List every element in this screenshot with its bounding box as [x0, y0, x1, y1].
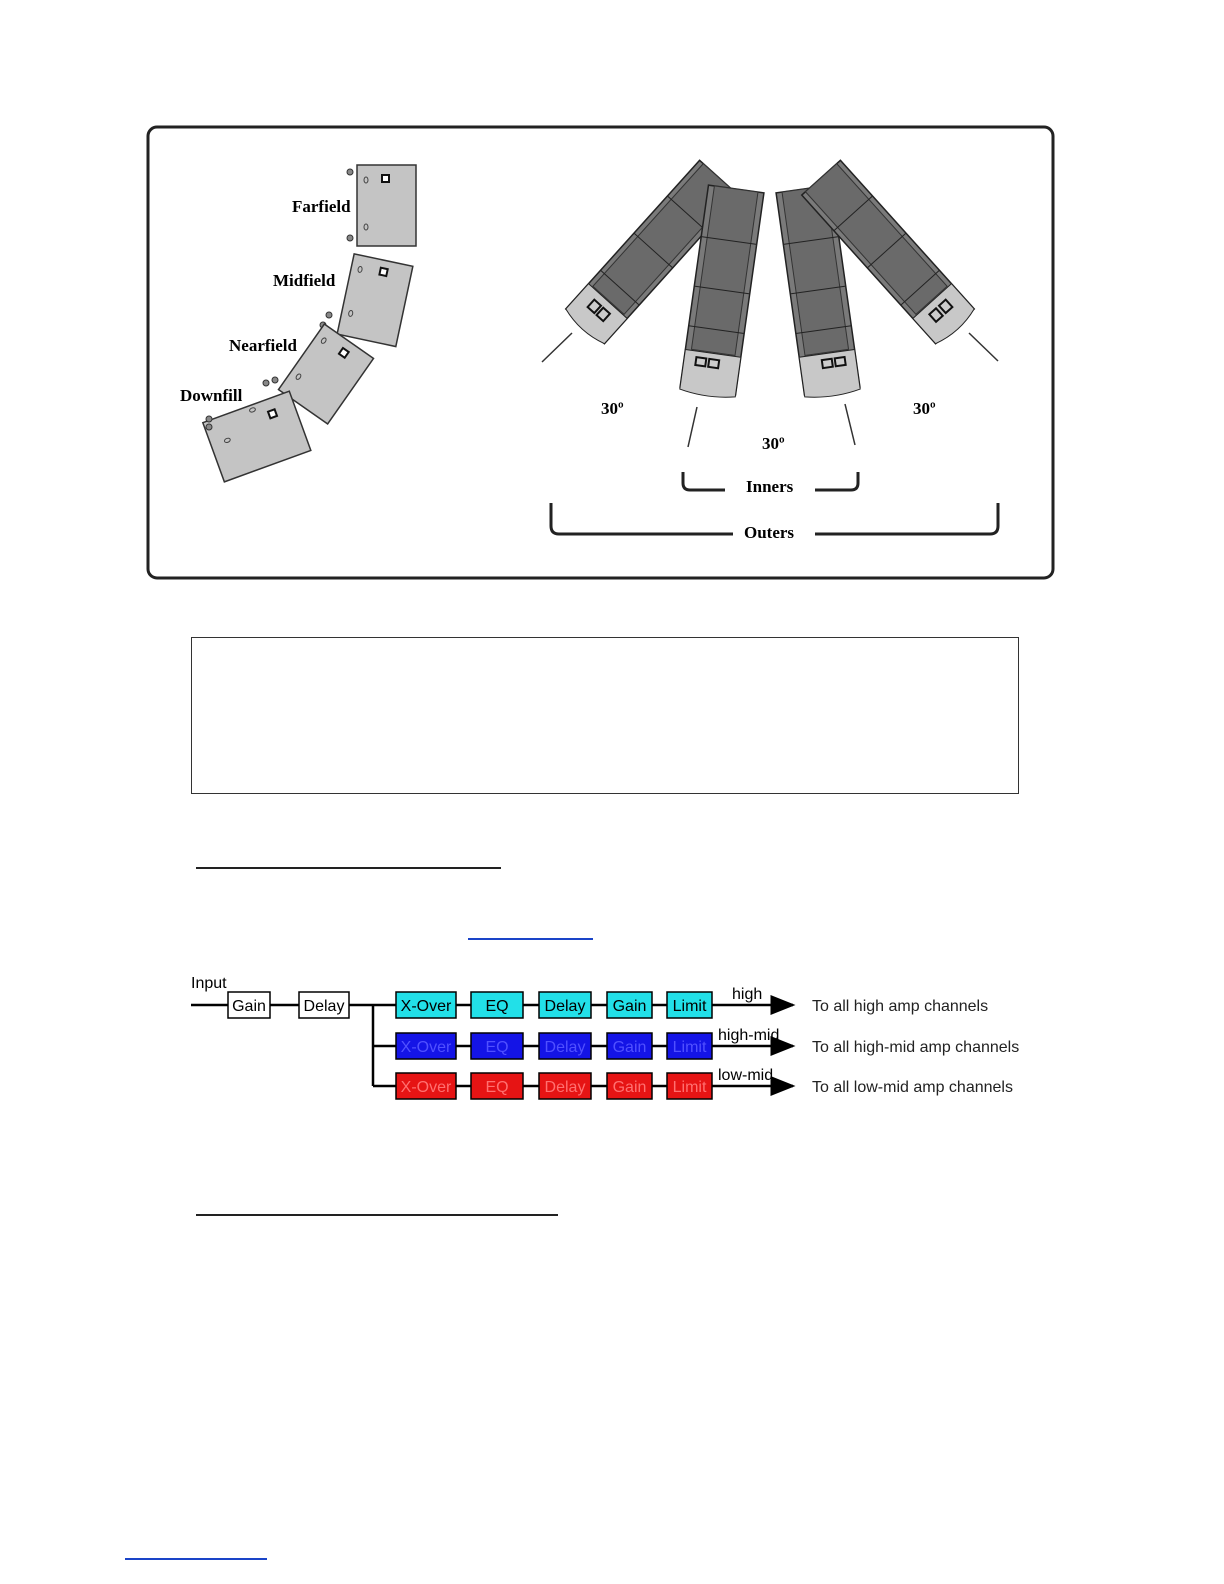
branch-2-block-label: EQ — [485, 1039, 509, 1056]
branch-2-block-label: Gain — [612, 1039, 647, 1056]
label-midfield: Midfield — [273, 271, 336, 290]
input-label: Input — [191, 975, 227, 992]
branch-2-block-label: Limit — [672, 1039, 707, 1056]
branch-1-destination-label: To all high amp channels — [812, 998, 989, 1015]
section-heading-rule-1 — [196, 867, 501, 869]
branch-3-band-label: low-mid — [718, 1067, 774, 1084]
branch-3-block-label: Delay — [544, 1079, 586, 1096]
branch-1-block-label: X-Over — [400, 998, 452, 1015]
branch-3-block-label: X-Over — [400, 1079, 452, 1096]
branch-2-block-label: X-Over — [400, 1039, 452, 1056]
branch-1-band-label: high — [732, 986, 763, 1003]
input-delay-label: Delay — [303, 998, 345, 1015]
cabinet-farfield — [347, 165, 416, 246]
branch-2-band-label: high-mid — [718, 1027, 780, 1044]
branch-1-block-label: EQ — [485, 998, 509, 1015]
empty-text-box — [191, 637, 1019, 794]
angle-label-center: 30º — [762, 434, 785, 453]
angle-label-right: 30º — [913, 399, 936, 418]
input-gain-label: Gain — [232, 998, 266, 1015]
branch-1-block-label: Delay — [544, 998, 586, 1015]
branch-1-block-label: Gain — [612, 998, 647, 1015]
vertical-array-stack — [180, 165, 416, 482]
branch-2-block-label: Delay — [544, 1039, 586, 1056]
cabinet-midfield — [337, 254, 413, 347]
array-configuration-figure — [0, 0, 1224, 620]
branch-3-destination-label: To all low-mid amp channels — [812, 1079, 1013, 1096]
hyperlink-underline[interactable] — [468, 938, 593, 940]
dsp-signal-flow-diagram — [0, 960, 1224, 1120]
label-downfill: Downfill — [180, 386, 243, 405]
label-farfield: Farfield — [292, 197, 351, 216]
outer-bracket-label: Outers — [744, 523, 795, 542]
branch-3-block-label: EQ — [485, 1079, 509, 1096]
branch-1-block-label: Limit — [672, 998, 707, 1015]
label-nearfield: Nearfield — [229, 336, 297, 355]
footnote-link-underline[interactable] — [125, 1558, 267, 1560]
branch-3-block-label: Gain — [612, 1079, 647, 1096]
angle-label-left: 30º — [601, 399, 624, 418]
inner-bracket-label: Inners — [746, 477, 794, 496]
branch-3-block-label: Limit — [672, 1079, 707, 1096]
branch-2-destination-label: To all high-mid amp channels — [812, 1039, 1020, 1056]
section-heading-rule-2 — [196, 1214, 558, 1216]
horizontal-splay-arrays — [542, 160, 998, 542]
